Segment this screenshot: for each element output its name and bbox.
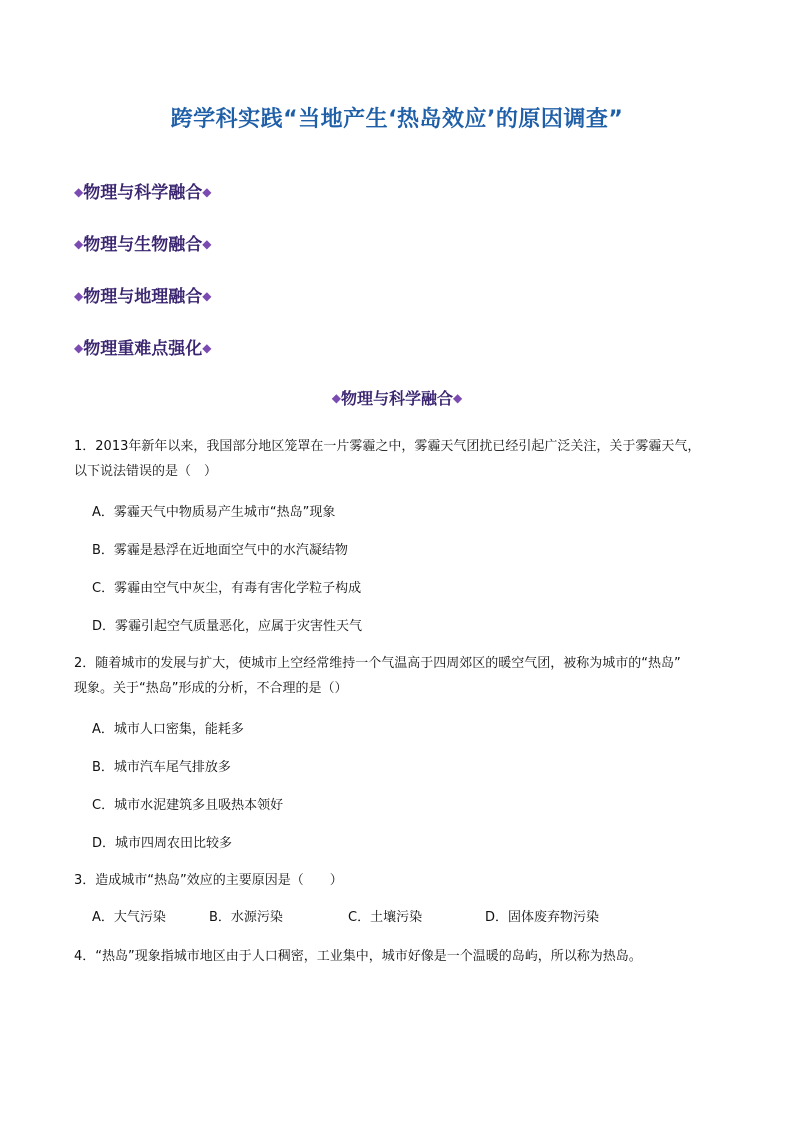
section-heading-label: 物理与科学融合: [340, 389, 453, 408]
diamond-icon: ◆: [453, 391, 463, 405]
question-text: [74, 944, 734, 969]
option-2d: D．城市四周农田比较多: [92, 836, 233, 851]
option-1d: D．雾霾引起空气质量恶化，应属于灾害性天气: [92, 619, 363, 634]
diamond-icon: ◆: [202, 341, 212, 355]
question-number: 2．: [74, 656, 96, 671]
option-1a: A．雾霾天气中物质易产生城市“热岛”现象: [92, 505, 336, 520]
option-3c: C．土壤污染: [348, 910, 423, 925]
question-text: [74, 434, 734, 459]
diamond-icon: ◆: [74, 341, 84, 355]
question-number: 3．: [74, 873, 96, 888]
section-link-geography[interactable]: [74, 282, 211, 307]
section-heading: [0, 386, 794, 409]
diamond-icon: ◆: [202, 237, 212, 251]
section-link-biology[interactable]: [74, 230, 211, 255]
option-3d: D．固体废弃物污染: [485, 910, 600, 925]
question-4: [74, 944, 734, 969]
question-text: [74, 651, 734, 676]
diamond-icon: ◆: [74, 289, 84, 303]
section-label: 物理重难点强化: [83, 339, 203, 359]
diamond-icon: ◆: [74, 237, 84, 251]
diamond-icon: ◆: [74, 185, 84, 199]
diamond-icon: ◆: [202, 289, 212, 303]
question-number: 1．: [74, 439, 96, 454]
option-2a: A．城市人口密集，能耗多: [92, 722, 244, 737]
section-link-science[interactable]: [74, 178, 211, 203]
page-title: 跨学科实践“当地产生‘热岛效应’的原因调查”: [170, 107, 624, 132]
question-line: 2013年新年以来，我国部分地区笼罩在一片雾霾之中，雾霾天气团扰已经引起广泛关注，关于雾霾天气，: [95, 439, 701, 454]
section-label: 物理与生物融合: [83, 235, 203, 255]
question-1: [74, 434, 734, 484]
option-3b: B．水源污染: [209, 910, 283, 925]
option-1c: C．雾霾由空气中灰尘，有毒有害化学粒子构成: [92, 581, 362, 596]
question-text: [74, 868, 734, 893]
option-1b: B．雾霾是悬浮在近地面空气中的水汽凝结物: [92, 543, 348, 558]
question-2: [74, 651, 734, 701]
question-line: 随着城市的发展与扩大，使城市上空经常维持一个气温高于四周郊区的暖空气团，被称为城市的“热岛”: [95, 656, 681, 671]
question-line: 造成城市“热岛”效应的主要原因是（ ）: [95, 873, 343, 888]
section-link-key-points[interactable]: [74, 334, 211, 359]
option-2c: C．城市水泥建筑多且吸热本领好: [92, 798, 284, 813]
option-2b: B．城市汽车尾气排放多: [92, 760, 231, 775]
question-line: 现象。关于“热岛”形成的分析，不合理的是（）: [74, 681, 348, 696]
section-label: 物理与科学融合: [83, 183, 203, 203]
question-line: “热岛”现象指城市地区由于人口稠密，工业集中，城市好像是一个温暖的岛屿，所以称为热岛。: [95, 949, 642, 964]
diamond-icon: ◆: [331, 391, 341, 405]
section-label: 物理与地理融合: [83, 287, 203, 307]
question-number: 4．: [74, 949, 96, 964]
diamond-icon: ◆: [202, 185, 212, 199]
question-3: [74, 868, 734, 893]
option-3a: A．大气污染: [92, 910, 166, 925]
question-line: 以下说法错误的是（ ）: [74, 464, 218, 479]
